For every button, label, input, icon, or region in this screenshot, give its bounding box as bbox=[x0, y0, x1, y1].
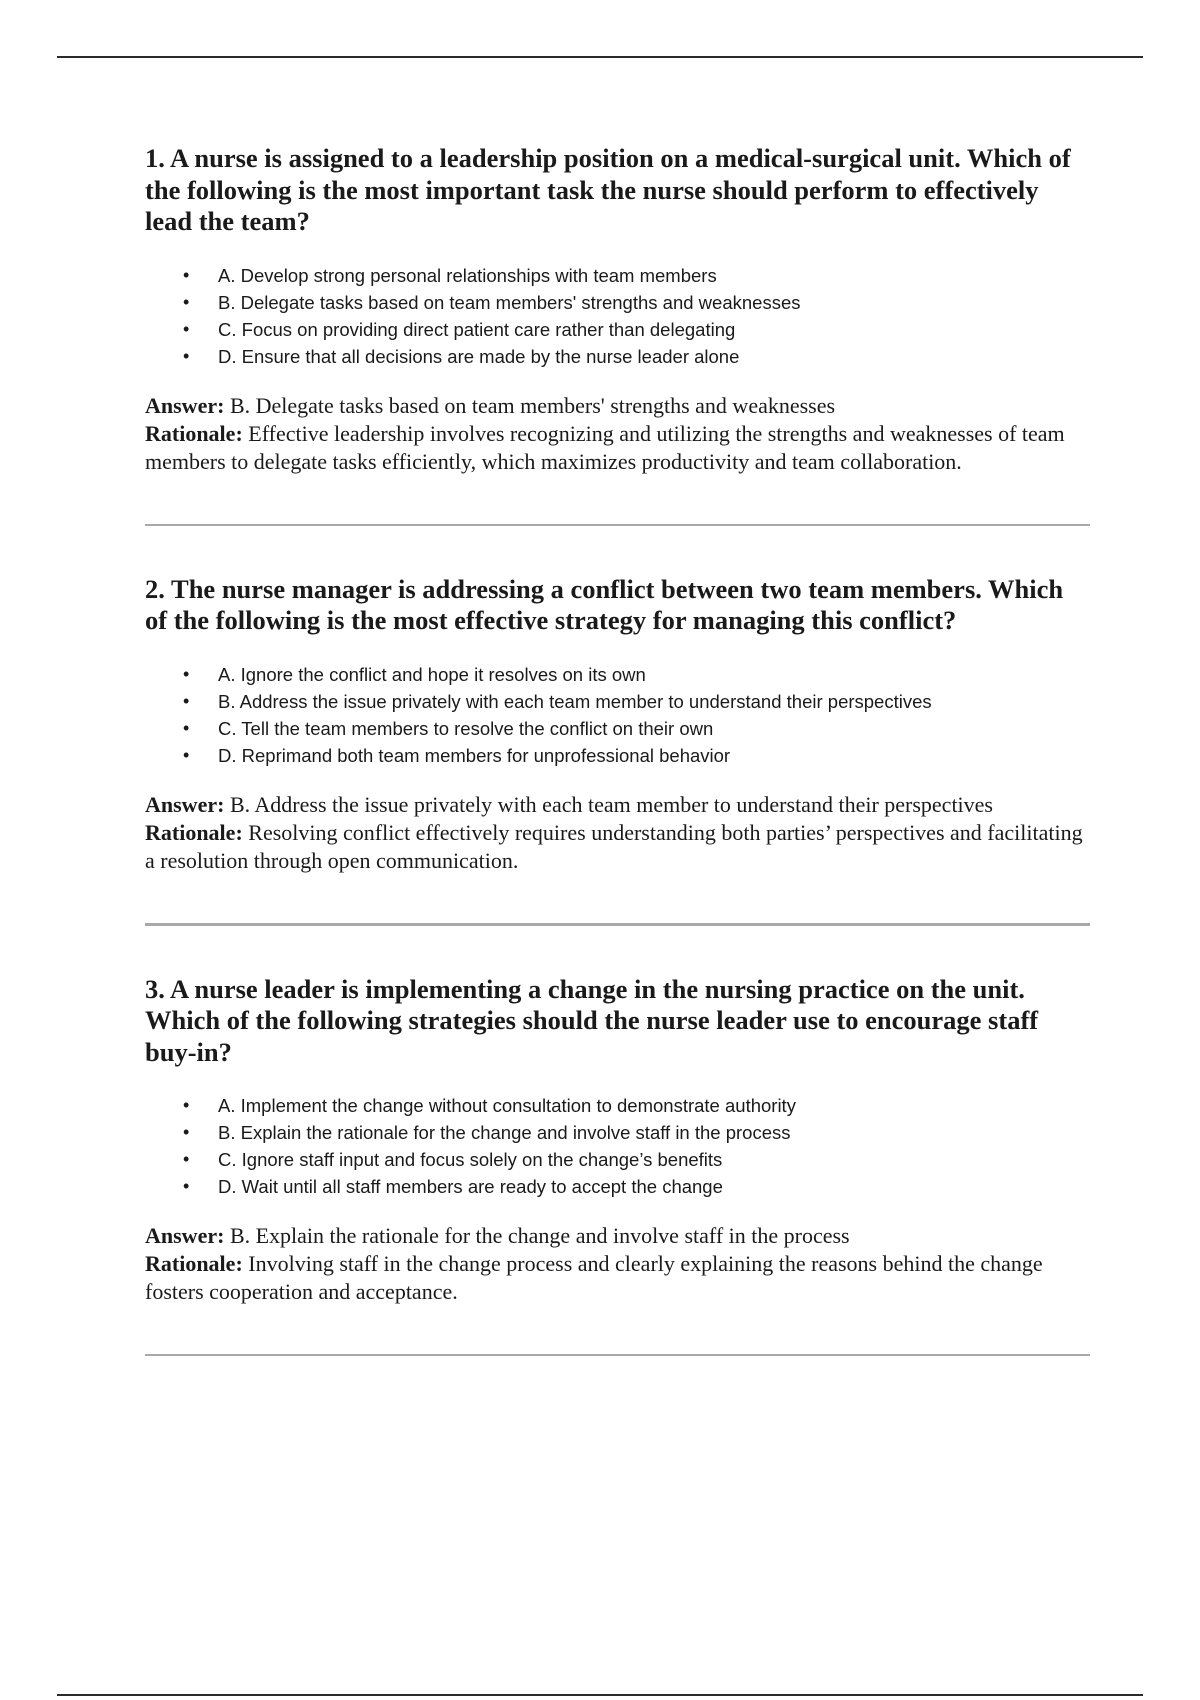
answer-text: B. Address the issue privately with each team member to understand their perspectives bbox=[229, 791, 993, 817]
bullet-icon: • bbox=[183, 744, 190, 765]
question-separator bbox=[145, 1354, 1090, 1356]
answer-label: Answer: bbox=[145, 791, 225, 817]
bullet-icon: • bbox=[183, 1149, 190, 1169]
option-item bbox=[183, 343, 1090, 370]
rationale-label: Rationale: bbox=[145, 420, 243, 446]
page-top-rule bbox=[57, 56, 1143, 58]
option-text: D. Wait until all staff members are ready to accept the change bbox=[218, 1176, 723, 1197]
question-3-answer-block bbox=[145, 1222, 1090, 1306]
answer-line bbox=[145, 791, 1090, 819]
bullet-icon: • bbox=[183, 345, 190, 366]
option-text: A. Implement the change without consultation to demonstrate authority bbox=[218, 1095, 796, 1116]
option-item bbox=[183, 1146, 1090, 1173]
rationale-label: Rationale: bbox=[145, 1251, 243, 1276]
answer-text: B. Delegate tasks based on team members' strengths and weaknesses bbox=[229, 392, 836, 418]
option-text: D. Reprimand both team members for unprofessional behavior bbox=[218, 744, 731, 766]
question-2-answer-block bbox=[145, 791, 1090, 875]
option-item bbox=[183, 742, 1090, 769]
answer-line bbox=[145, 1222, 1090, 1250]
bullet-icon: • bbox=[183, 1176, 190, 1196]
bullet-icon: • bbox=[183, 1122, 190, 1142]
rationale-text: Resolving conflict effectively requires understanding both parties’ perspectives and facilitating a resolution through open communication. bbox=[145, 819, 1083, 873]
option-item bbox=[183, 289, 1090, 316]
option-item bbox=[183, 715, 1090, 742]
option-text: C. Focus on providing direct patient care rather than delegating bbox=[218, 318, 736, 340]
bullet-icon: • bbox=[183, 264, 190, 285]
option-text: B. Delegate tasks based on team members' strengths and weaknesses bbox=[218, 291, 801, 313]
question-separator bbox=[145, 923, 1090, 926]
option-text: A. Ignore the conflict and hope it resolves on its own bbox=[218, 663, 646, 685]
option-item bbox=[183, 1173, 1090, 1200]
answer-text: B. Explain the rationale for the change and involve staff in the process bbox=[229, 1223, 850, 1248]
rationale-text: Involving staff in the change process and clearly explaining the reasons behind the change fosters cooperation and acceptance. bbox=[145, 1251, 1043, 1304]
bullet-icon: • bbox=[183, 291, 190, 312]
question-3-options bbox=[145, 1092, 1090, 1200]
question-1-answer-block bbox=[145, 392, 1090, 476]
option-item bbox=[183, 1092, 1090, 1119]
option-text: D. Ensure that all decisions are made by the nurse leader alone bbox=[218, 345, 740, 367]
rationale-text: Effective leadership involves recognizing and utilizing the strengths and weaknesses of team members to delegate tasks efficiently, which maximizes productivity and team collaboration. bbox=[145, 420, 1065, 474]
option-item bbox=[183, 661, 1090, 688]
option-text: B. Address the issue privately with each team member to understand their perspectives bbox=[218, 690, 932, 712]
rationale-label: Rationale: bbox=[145, 819, 243, 845]
document-content bbox=[145, 143, 1090, 1404]
answer-label: Answer: bbox=[145, 392, 225, 418]
option-item bbox=[183, 262, 1090, 289]
bullet-icon: • bbox=[183, 1095, 190, 1115]
bullet-icon: • bbox=[183, 663, 190, 684]
rationale-line bbox=[145, 819, 1090, 875]
question-3 bbox=[145, 974, 1090, 1307]
option-text: C. Tell the team members to resolve the conflict on their own bbox=[218, 717, 714, 739]
bullet-icon: • bbox=[183, 690, 190, 711]
bullet-icon: • bbox=[183, 318, 190, 339]
option-item bbox=[183, 688, 1090, 715]
rationale-line bbox=[145, 1250, 1090, 1306]
question-2-text: 2. The nurse manager is addressing a conflict between two team members. Which of the following is the most effective strategy for managing this conflict? bbox=[145, 573, 1064, 635]
question-1-text: 1. A nurse is assigned to a leadership position on a medical-surgical unit. Which of the following is the most important task the nurse should perform to effectively lead the team? bbox=[145, 143, 1071, 236]
option-item bbox=[183, 316, 1090, 343]
answer-line bbox=[145, 392, 1090, 420]
option-text: C. Ignore staff input and focus solely on the change’s benefits bbox=[218, 1149, 723, 1170]
question-3-text: 3. A nurse leader is implementing a change in the nursing practice on the unit. Which of the following strategies should the nurse leader use to encourage staff buy-in? bbox=[145, 973, 1039, 1067]
option-item bbox=[183, 1119, 1090, 1146]
question-1 bbox=[145, 143, 1090, 476]
option-text: B. Explain the rationale for the change and involve staff in the process bbox=[218, 1122, 791, 1143]
option-text: A. Develop strong personal relationships with team members bbox=[218, 264, 717, 286]
question-2 bbox=[145, 574, 1090, 875]
page-bottom-rule bbox=[57, 1694, 1143, 1696]
bullet-icon: • bbox=[183, 717, 190, 738]
question-2-options bbox=[145, 661, 1090, 769]
question-separator bbox=[145, 524, 1090, 526]
rationale-line bbox=[145, 420, 1090, 476]
question-1-options bbox=[145, 262, 1090, 370]
answer-label: Answer: bbox=[145, 1223, 225, 1248]
